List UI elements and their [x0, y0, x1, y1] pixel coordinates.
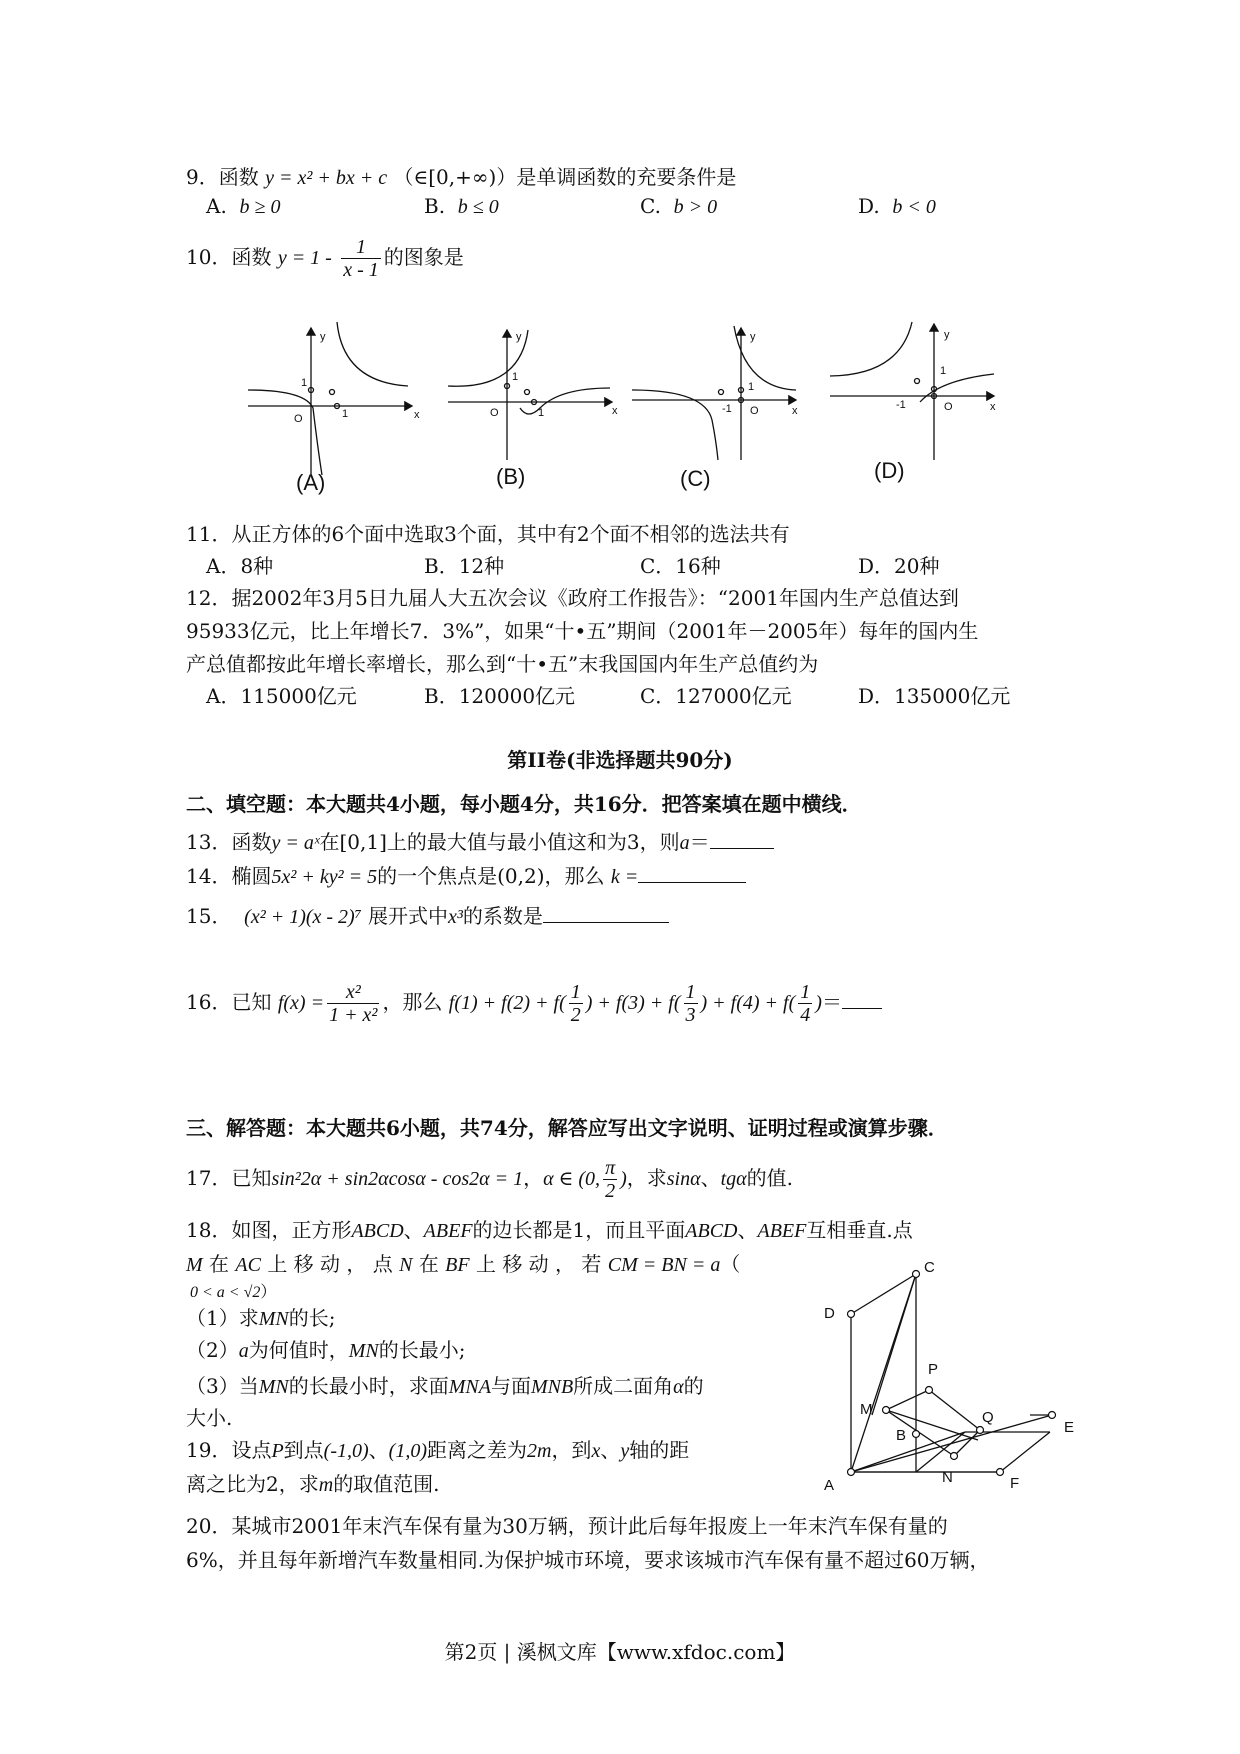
fig-label-c: C	[924, 1262, 935, 1276]
q18-sub-3: （3）当MN的长最小时，求面MNA与面MNB所成二面角α的	[186, 1374, 704, 1398]
fig-label-a: A	[824, 1477, 835, 1494]
graph-a-origin: O	[294, 413, 303, 425]
graph-b-y-label: y	[516, 331, 522, 343]
graph-d-origin: O	[944, 401, 953, 413]
graph-b	[448, 330, 612, 460]
q18-line-2: M 在 AC 上 移 动 ， 点 N 在 BF 上 移 动 ， 若 CM = BN = a（	[186, 1252, 741, 1276]
fig-label-n: N	[942, 1469, 953, 1486]
graph-b-x-label: x	[612, 405, 618, 417]
q9-function: y = x² + bx + c	[265, 167, 388, 189]
part3-heading: 三、解答题：本大题共6小题，共74分，解答应写出文字说明、证明过程或演算步骤．	[186, 1116, 948, 1140]
q11-option-a: A．8种	[206, 554, 274, 578]
q20-line-1: 20．某城市2001年末汽车保有量为30万辆，预计此后每年报废上一年末汽车保有量的	[186, 1514, 948, 1538]
q20-line-2: 6%，并且每年新增汽车数量相同.为保护城市环境，要求该城市汽车保有量不超过60万辆，	[186, 1548, 990, 1572]
q14: 14．椭圆5x² + ky² = 5的一个焦点是(0,2)，那么 k =	[186, 862, 746, 891]
q18-line-3: 0 < a < √2）	[190, 1282, 277, 1301]
fig-label-q: Q	[982, 1409, 994, 1426]
q15: 15． (x² + 1)(x - 2)⁷ 展开式中x³的系数是	[186, 902, 669, 931]
graph-d-x-label: x	[990, 401, 996, 413]
graph-d-caption: (D)	[874, 458, 905, 483]
graph-a-tick-1y: 1	[301, 377, 308, 389]
graph-a	[248, 322, 412, 475]
q12-option-c: C．127000亿元	[640, 684, 792, 708]
q12-line-1: 12．据2002年3月5日九届人大五次会议《政府工作报告》：“2001年国内生产总值达到	[186, 586, 959, 610]
q16-fx-fraction: $\frac{\text{x²}}{\text{1 + x²}}$	[329, 981, 378, 1026]
graph-a-tick-1x: 1	[342, 408, 349, 420]
graph-d	[830, 322, 994, 460]
fig-label-b: B	[896, 1427, 907, 1444]
q13: 13．函数y = aˣ在[0,1]上的最大值与最小值这和为3，则a＝	[186, 828, 774, 857]
q11-stem: 11．从正方体的6个面中选取3个面，其中有2个面不相邻的选法共有	[186, 522, 790, 546]
q16-answer-blank[interactable]	[842, 1008, 882, 1009]
part2-heading: 二、填空题：本大题共4小题，每小题4分，共16分．把答案填在题中横线．	[186, 792, 862, 816]
graph-c-tick-minus1: -1	[722, 403, 732, 415]
q17: 17．已知sin²2α + sin2αcosα - cos2α = 1，α ∈ (0, $\frac{\pi}{2}$ )，求sinα、tgα的值.	[186, 1157, 794, 1202]
q13-answer-blank[interactable]	[710, 848, 774, 849]
q12-line-2: 95933亿元，比上年增长7．3%”，如果“十•五”期间（2001年－2005年）每年的国内生	[186, 619, 979, 643]
q14-answer-blank[interactable]	[638, 882, 746, 883]
q16-half: $\frac{1}{2}$	[570, 981, 581, 1026]
graph-a-caption: (A)	[296, 470, 326, 495]
q18-figure	[820, 1262, 1080, 1522]
graph-a-x-label: x	[414, 409, 420, 421]
graph-d-tick-minus1: -1	[896, 399, 906, 411]
q18-sub-2: （2）a为何值时，MN的长最小;	[186, 1338, 466, 1362]
q17-pi-over-2: $\frac{\pi}{2}$	[605, 1157, 616, 1202]
q9-option-d: D. b < 0	[858, 194, 936, 218]
q9-option-a: A. b ≥ 0	[206, 194, 281, 218]
q16-third: $\frac{1}{3}$	[685, 981, 696, 1026]
graph-b-tick-1x: 1	[538, 407, 545, 419]
q15-answer-blank[interactable]	[543, 922, 669, 923]
q16-quarter: $\frac{1}{4}$	[800, 981, 811, 1026]
fig-label-d: D	[824, 1305, 835, 1322]
graph-c-caption: (C)	[680, 466, 711, 491]
q18-sub-1: （1）求MN的长;	[186, 1306, 336, 1330]
q11-option-d: D．20种	[858, 554, 940, 578]
q12-line-3: 产总值都按此年增长率增长，那么到“十•五”末我国国内年生产总值约为	[186, 652, 819, 676]
q10-fraction: $\frac{1}{x - 1}$	[343, 236, 379, 281]
graph-c	[632, 326, 796, 460]
q12-option-a: A．115000亿元	[206, 684, 357, 708]
graph-b-origin: O	[490, 407, 499, 419]
q12-option-b: B．120000亿元	[424, 684, 576, 708]
fig-label-p: P	[928, 1361, 939, 1378]
page-footer: 第2页 | 溪枫文库【www.xfdoc.com】	[444, 1640, 796, 1664]
graph-c-x-label: x	[792, 405, 798, 417]
q11-option-b: B．12种	[424, 554, 505, 578]
graph-d-tick-1y: 1	[940, 365, 947, 377]
q19-line-1: 19．设点P到点(-1,0)、(1,0)距离之差为2m，到x、y轴的距	[186, 1438, 690, 1462]
q18-sub-3-cont: 大小.	[186, 1406, 233, 1430]
graph-c-y-label: y	[750, 331, 756, 343]
q9-option-b: B. b ≤ 0	[424, 194, 499, 218]
graph-c-tick-1y: 1	[748, 381, 755, 393]
fig-label-e: E	[1064, 1419, 1075, 1436]
q10-graphs	[0, 310, 1240, 510]
graph-d-y-label: y	[944, 329, 950, 341]
graph-a-y-label: y	[320, 331, 326, 343]
q9-stem: 9．函数 y = x² + bx + c （∈[0,+∞)）是单调函数的充要条件是	[186, 165, 737, 189]
q10-stem: 10．函数 y = 1 - $\frac{1}{x - 1}$ 的图象是	[186, 236, 464, 281]
q9-option-c: C. b > 0	[640, 194, 718, 218]
q16: 16．已知 f(x) = $\frac{\text{x²}}{\text{1 + x²}}$ ，那么 f(1) + f(2) + f( $\frac{1}{2}$ ) + f(3) + f( $\frac{1}{3}$ ) + f(4) + f( $\frac{1}{4}$ )＝	[186, 980, 882, 1026]
graph-b-caption: (B)	[496, 464, 526, 489]
q12-option-d: D．135000亿元	[858, 684, 1011, 708]
part2-title: 第II卷(非选择题共90分)	[507, 748, 733, 772]
q11-option-c: C．16种	[640, 554, 721, 578]
q19-line-2: 离之比为2，求m的取值范围.	[186, 1472, 440, 1496]
graph-b-tick-1y: 1	[512, 371, 519, 383]
q18-line-1: 18．如图，正方形ABCD、ABEF的边长都是1，而且平面ABCD、ABEF互相垂直.点	[186, 1218, 913, 1242]
fig-label-f: F	[1010, 1475, 1020, 1492]
graph-c-origin: O	[750, 405, 759, 417]
fig-label-m: M	[860, 1401, 873, 1418]
